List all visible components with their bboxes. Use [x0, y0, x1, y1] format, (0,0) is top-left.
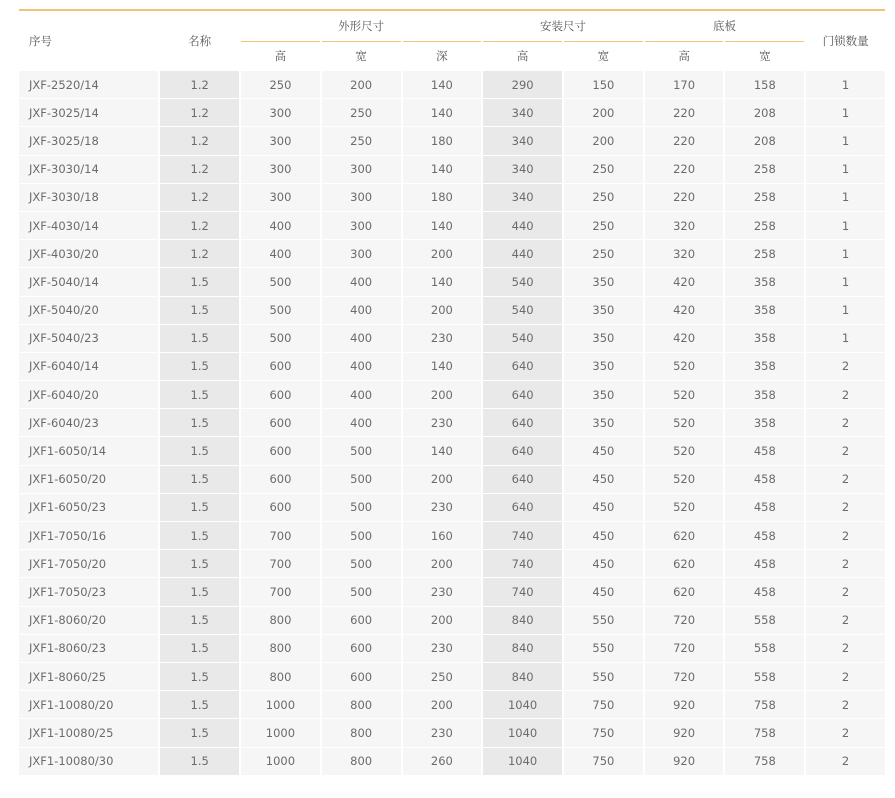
cell-outer-width: 300: [322, 212, 401, 239]
cell-install-width: 350: [564, 325, 643, 352]
cell-seq: JXF-4030/14: [19, 212, 158, 239]
cell-lock-count: 2: [806, 437, 885, 464]
cell-install-height: 740: [483, 550, 562, 577]
table-body: [19, 71, 885, 775]
cell-outer-depth: 140: [403, 268, 482, 295]
table-row: [19, 240, 885, 267]
cell-install-width: 750: [564, 748, 643, 775]
header-lock-count: 门锁数量: [806, 12, 885, 70]
cell-outer-width: 400: [322, 353, 401, 380]
cell-install-height: 1040: [483, 719, 562, 746]
cell-outer-height: 1000: [241, 748, 320, 775]
cell-outer-width: 300: [322, 156, 401, 183]
cell-install-height: 840: [483, 635, 562, 662]
cell-base-width: 258: [725, 240, 804, 267]
cell-lock-count: 1: [806, 297, 885, 324]
table-row: [19, 353, 885, 380]
cell-base-width: 758: [725, 748, 804, 775]
cell-outer-depth: 140: [403, 71, 482, 98]
cell-outer-width: 500: [322, 522, 401, 549]
cell-outer-height: 600: [241, 437, 320, 464]
cell-base-width: 358: [725, 268, 804, 295]
cell-base-height: 320: [645, 212, 724, 239]
cell-seq: JXF-3030/18: [19, 184, 158, 211]
cell-base-height: 220: [645, 99, 724, 126]
table-row: [19, 212, 885, 239]
header-base-width: 宽: [725, 41, 804, 70]
cell-install-height: 840: [483, 663, 562, 690]
cell-outer-depth: 140: [403, 437, 482, 464]
cell-lock-count: 1: [806, 99, 885, 126]
cell-outer-depth: 230: [403, 719, 482, 746]
table-row: [19, 268, 885, 295]
cell-outer-depth: 160: [403, 522, 482, 549]
cell-lock-count: 1: [806, 127, 885, 154]
cell-lock-count: 1: [806, 240, 885, 267]
cell-outer-height: 600: [241, 381, 320, 408]
cell-install-width: 200: [564, 99, 643, 126]
cell-seq: JXF1-7050/16: [19, 522, 158, 549]
cell-install-width: 450: [564, 550, 643, 577]
cell-outer-depth: 180: [403, 127, 482, 154]
cell-seq: JXF1-10080/25: [19, 719, 158, 746]
cell-outer-width: 500: [322, 550, 401, 577]
cell-lock-count: 2: [806, 381, 885, 408]
cell-lock-count: 1: [806, 212, 885, 239]
cell-seq: JXF1-7050/23: [19, 578, 158, 605]
header-base-plate: 底板: [645, 12, 804, 40]
cell-name: 1.2: [160, 156, 239, 183]
table-row: [19, 719, 885, 746]
table-row: [19, 409, 885, 436]
cell-outer-width: 600: [322, 663, 401, 690]
cell-install-width: 750: [564, 691, 643, 718]
cell-install-width: 250: [564, 240, 643, 267]
cell-install-width: 450: [564, 466, 643, 493]
cell-base-height: 520: [645, 381, 724, 408]
cell-base-height: 720: [645, 663, 724, 690]
cell-name: 1.5: [160, 325, 239, 352]
cell-install-height: 640: [483, 353, 562, 380]
table-row: [19, 522, 885, 549]
cell-install-height: 440: [483, 240, 562, 267]
cell-base-height: 520: [645, 494, 724, 521]
cell-install-width: 450: [564, 522, 643, 549]
cell-base-width: 458: [725, 494, 804, 521]
cell-install-height: 1040: [483, 691, 562, 718]
cell-install-height: 840: [483, 607, 562, 634]
table-row: [19, 748, 885, 775]
cell-outer-height: 600: [241, 494, 320, 521]
cell-name: 1.5: [160, 607, 239, 634]
cell-seq: JXF1-8060/25: [19, 663, 158, 690]
cell-name: 1.5: [160, 409, 239, 436]
cell-base-height: 920: [645, 719, 724, 746]
cell-outer-width: 800: [322, 691, 401, 718]
header-install-size: 安装尺寸: [483, 12, 642, 40]
header-install-width: 宽: [564, 41, 643, 70]
cell-outer-width: 400: [322, 325, 401, 352]
cell-seq: JXF1-6050/23: [19, 494, 158, 521]
cell-base-width: 358: [725, 353, 804, 380]
cell-outer-width: 800: [322, 748, 401, 775]
cell-install-height: 540: [483, 297, 562, 324]
cell-base-width: 458: [725, 522, 804, 549]
cell-outer-depth: 230: [403, 494, 482, 521]
cell-lock-count: 2: [806, 550, 885, 577]
cell-outer-width: 250: [322, 99, 401, 126]
cell-install-height: 540: [483, 325, 562, 352]
cell-base-width: 758: [725, 691, 804, 718]
cell-install-height: 640: [483, 466, 562, 493]
cell-lock-count: 2: [806, 353, 885, 380]
cell-outer-height: 700: [241, 578, 320, 605]
table-row: [19, 691, 885, 718]
cell-outer-height: 600: [241, 466, 320, 493]
cell-install-height: 1040: [483, 748, 562, 775]
cell-install-width: 450: [564, 494, 643, 521]
cell-name: 1.5: [160, 522, 239, 549]
cell-outer-height: 700: [241, 550, 320, 577]
cell-outer-depth: 200: [403, 607, 482, 634]
cell-seq: JXF1-7050/20: [19, 550, 158, 577]
cell-seq: JXF-4030/20: [19, 240, 158, 267]
cell-base-height: 320: [645, 240, 724, 267]
table-row: [19, 381, 885, 408]
cell-base-width: 458: [725, 578, 804, 605]
cell-base-width: 758: [725, 719, 804, 746]
cell-name: 1.5: [160, 494, 239, 521]
cell-install-width: 350: [564, 409, 643, 436]
header-base-height: 高: [645, 41, 724, 70]
cell-outer-height: 600: [241, 353, 320, 380]
cell-install-width: 150: [564, 71, 643, 98]
cell-base-height: 620: [645, 578, 724, 605]
cell-install-height: 340: [483, 127, 562, 154]
cell-base-width: 258: [725, 212, 804, 239]
cell-base-width: 208: [725, 99, 804, 126]
cell-outer-depth: 200: [403, 550, 482, 577]
cell-name: 1.5: [160, 466, 239, 493]
cell-base-height: 620: [645, 550, 724, 577]
cell-base-height: 420: [645, 268, 724, 295]
cell-base-height: 170: [645, 71, 724, 98]
cell-lock-count: 1: [806, 156, 885, 183]
cell-outer-width: 500: [322, 494, 401, 521]
cell-base-width: 208: [725, 127, 804, 154]
cell-outer-depth: 180: [403, 184, 482, 211]
cell-name: 1.5: [160, 297, 239, 324]
cell-outer-width: 400: [322, 409, 401, 436]
cell-lock-count: 2: [806, 607, 885, 634]
cell-seq: JXF1-8060/23: [19, 635, 158, 662]
cell-seq: JXF1-6050/14: [19, 437, 158, 464]
cell-lock-count: 2: [806, 578, 885, 605]
cell-base-height: 520: [645, 353, 724, 380]
cell-name: 1.5: [160, 748, 239, 775]
cell-install-width: 350: [564, 268, 643, 295]
table-row: [19, 127, 885, 154]
spec-table-container: [19, 9, 885, 776]
cell-base-width: 558: [725, 635, 804, 662]
cell-outer-height: 1000: [241, 719, 320, 746]
cell-lock-count: 1: [806, 325, 885, 352]
cell-seq: JXF1-10080/30: [19, 748, 158, 775]
header-install-height: 高: [483, 41, 562, 70]
cell-lock-count: 2: [806, 409, 885, 436]
cell-install-width: 450: [564, 578, 643, 605]
cell-base-width: 558: [725, 607, 804, 634]
cell-seq: JXF-5040/20: [19, 297, 158, 324]
cell-outer-width: 400: [322, 297, 401, 324]
table-row: [19, 494, 885, 521]
cell-base-height: 520: [645, 409, 724, 436]
cell-outer-height: 250: [241, 71, 320, 98]
cell-name: 1.5: [160, 691, 239, 718]
cell-seq: JXF-6040/20: [19, 381, 158, 408]
cell-seq: JXF-3025/14: [19, 99, 158, 126]
cell-outer-width: 600: [322, 635, 401, 662]
table-row: [19, 325, 885, 352]
cell-name: 1.5: [160, 578, 239, 605]
cell-outer-depth: 140: [403, 99, 482, 126]
cell-lock-count: 2: [806, 719, 885, 746]
cell-outer-height: 300: [241, 184, 320, 211]
cell-install-width: 550: [564, 607, 643, 634]
table-row: [19, 297, 885, 324]
cell-outer-depth: 140: [403, 156, 482, 183]
cell-base-height: 220: [645, 127, 724, 154]
cell-base-height: 420: [645, 325, 724, 352]
cell-install-width: 350: [564, 353, 643, 380]
cell-install-width: 550: [564, 663, 643, 690]
cell-base-width: 358: [725, 409, 804, 436]
cell-outer-depth: 200: [403, 466, 482, 493]
cell-outer-height: 1000: [241, 691, 320, 718]
cell-outer-height: 500: [241, 297, 320, 324]
cell-seq: JXF1-6050/20: [19, 466, 158, 493]
cell-outer-height: 600: [241, 409, 320, 436]
cell-outer-height: 400: [241, 212, 320, 239]
header-name: 名称: [160, 12, 239, 70]
cell-outer-height: 700: [241, 522, 320, 549]
cell-base-height: 620: [645, 522, 724, 549]
cell-install-height: 640: [483, 494, 562, 521]
cell-install-height: 640: [483, 437, 562, 464]
cell-outer-width: 400: [322, 381, 401, 408]
cell-seq: JXF1-10080/20: [19, 691, 158, 718]
cell-seq: JXF1-8060/20: [19, 607, 158, 634]
cell-install-height: 740: [483, 578, 562, 605]
cell-lock-count: 1: [806, 71, 885, 98]
cell-base-width: 458: [725, 466, 804, 493]
cell-outer-width: 200: [322, 71, 401, 98]
cell-base-height: 220: [645, 156, 724, 183]
cell-lock-count: 2: [806, 466, 885, 493]
cell-outer-height: 800: [241, 607, 320, 634]
cell-base-height: 520: [645, 466, 724, 493]
cell-install-height: 740: [483, 522, 562, 549]
table-row: [19, 635, 885, 662]
cell-base-width: 458: [725, 550, 804, 577]
cell-outer-depth: 250: [403, 663, 482, 690]
cell-base-height: 520: [645, 437, 724, 464]
cell-install-width: 750: [564, 719, 643, 746]
cell-base-width: 258: [725, 184, 804, 211]
cell-lock-count: 2: [806, 663, 885, 690]
cell-outer-height: 400: [241, 240, 320, 267]
cell-lock-count: 2: [806, 522, 885, 549]
cell-base-height: 920: [645, 691, 724, 718]
cell-outer-width: 500: [322, 578, 401, 605]
cell-name: 1.2: [160, 71, 239, 98]
cell-seq: JXF-6040/14: [19, 353, 158, 380]
cell-name: 1.5: [160, 268, 239, 295]
cell-name: 1.5: [160, 550, 239, 577]
header-outer-depth: 深: [403, 41, 482, 70]
cell-name: 1.5: [160, 437, 239, 464]
table-row: [19, 663, 885, 690]
cell-lock-count: 1: [806, 184, 885, 211]
cell-install-height: 540: [483, 268, 562, 295]
cell-outer-depth: 230: [403, 409, 482, 436]
cell-base-height: 720: [645, 607, 724, 634]
cell-outer-width: 800: [322, 719, 401, 746]
cell-outer-depth: 200: [403, 691, 482, 718]
cell-lock-count: 2: [806, 691, 885, 718]
table-row: [19, 437, 885, 464]
cell-base-width: 358: [725, 297, 804, 324]
header-seq: 序号: [19, 12, 158, 70]
cell-outer-width: 500: [322, 437, 401, 464]
cell-install-height: 640: [483, 381, 562, 408]
cell-name: 1.2: [160, 127, 239, 154]
cell-outer-depth: 260: [403, 748, 482, 775]
header-outer-height: 高: [241, 41, 320, 70]
table-header: [19, 12, 885, 70]
cell-outer-depth: 140: [403, 353, 482, 380]
cell-name: 1.2: [160, 184, 239, 211]
cell-install-height: 290: [483, 71, 562, 98]
cell-outer-width: 600: [322, 607, 401, 634]
cell-outer-depth: 230: [403, 635, 482, 662]
table-row: [19, 99, 885, 126]
cell-outer-width: 300: [322, 184, 401, 211]
cell-install-width: 350: [564, 381, 643, 408]
cell-outer-depth: 200: [403, 297, 482, 324]
cell-base-width: 558: [725, 663, 804, 690]
cell-seq: JXF-5040/23: [19, 325, 158, 352]
cell-outer-width: 250: [322, 127, 401, 154]
cell-base-width: 358: [725, 381, 804, 408]
header-outer-size: 外形尺寸: [241, 12, 481, 40]
cell-outer-width: 300: [322, 240, 401, 267]
cell-outer-width: 400: [322, 268, 401, 295]
header-outer-width: 宽: [322, 41, 401, 70]
cell-install-height: 640: [483, 409, 562, 436]
table-row: [19, 607, 885, 634]
cell-seq: JXF-3030/14: [19, 156, 158, 183]
table-row: [19, 578, 885, 605]
cell-name: 1.2: [160, 212, 239, 239]
table-row: [19, 184, 885, 211]
cell-lock-count: 2: [806, 635, 885, 662]
cell-seq: JXF-5040/14: [19, 268, 158, 295]
cell-outer-height: 500: [241, 325, 320, 352]
table-row: [19, 71, 885, 98]
cell-base-height: 420: [645, 297, 724, 324]
cell-base-width: 458: [725, 437, 804, 464]
cell-install-height: 340: [483, 99, 562, 126]
table-row: [19, 156, 885, 183]
table-row: [19, 466, 885, 493]
cell-outer-depth: 200: [403, 240, 482, 267]
cell-name: 1.5: [160, 635, 239, 662]
cell-name: 1.2: [160, 240, 239, 267]
cell-outer-depth: 200: [403, 381, 482, 408]
cell-install-width: 200: [564, 127, 643, 154]
cell-install-width: 250: [564, 212, 643, 239]
table-row: [19, 550, 885, 577]
cell-base-height: 920: [645, 748, 724, 775]
cell-install-width: 450: [564, 437, 643, 464]
cell-outer-depth: 140: [403, 212, 482, 239]
cell-name: 1.5: [160, 381, 239, 408]
cell-outer-depth: 230: [403, 325, 482, 352]
spec-table: [17, 11, 887, 776]
cell-outer-height: 300: [241, 99, 320, 126]
cell-outer-height: 800: [241, 635, 320, 662]
cell-seq: JXF-3025/18: [19, 127, 158, 154]
cell-install-height: 340: [483, 184, 562, 211]
cell-base-width: 358: [725, 325, 804, 352]
cell-lock-count: 1: [806, 268, 885, 295]
cell-name: 1.5: [160, 353, 239, 380]
cell-outer-height: 300: [241, 127, 320, 154]
cell-name: 1.2: [160, 99, 239, 126]
cell-seq: JXF-6040/23: [19, 409, 158, 436]
cell-outer-depth: 230: [403, 578, 482, 605]
cell-install-width: 350: [564, 297, 643, 324]
cell-install-height: 340: [483, 156, 562, 183]
cell-seq: JXF-2520/14: [19, 71, 158, 98]
cell-outer-width: 500: [322, 466, 401, 493]
cell-install-width: 250: [564, 156, 643, 183]
cell-base-height: 220: [645, 184, 724, 211]
cell-install-width: 550: [564, 635, 643, 662]
cell-install-height: 440: [483, 212, 562, 239]
cell-lock-count: 2: [806, 494, 885, 521]
cell-base-width: 258: [725, 156, 804, 183]
cell-lock-count: 2: [806, 748, 885, 775]
cell-name: 1.5: [160, 719, 239, 746]
cell-install-width: 250: [564, 184, 643, 211]
cell-outer-height: 300: [241, 156, 320, 183]
cell-name: 1.5: [160, 663, 239, 690]
cell-outer-height: 500: [241, 268, 320, 295]
cell-base-height: 720: [645, 635, 724, 662]
cell-outer-height: 800: [241, 663, 320, 690]
cell-base-width: 158: [725, 71, 804, 98]
